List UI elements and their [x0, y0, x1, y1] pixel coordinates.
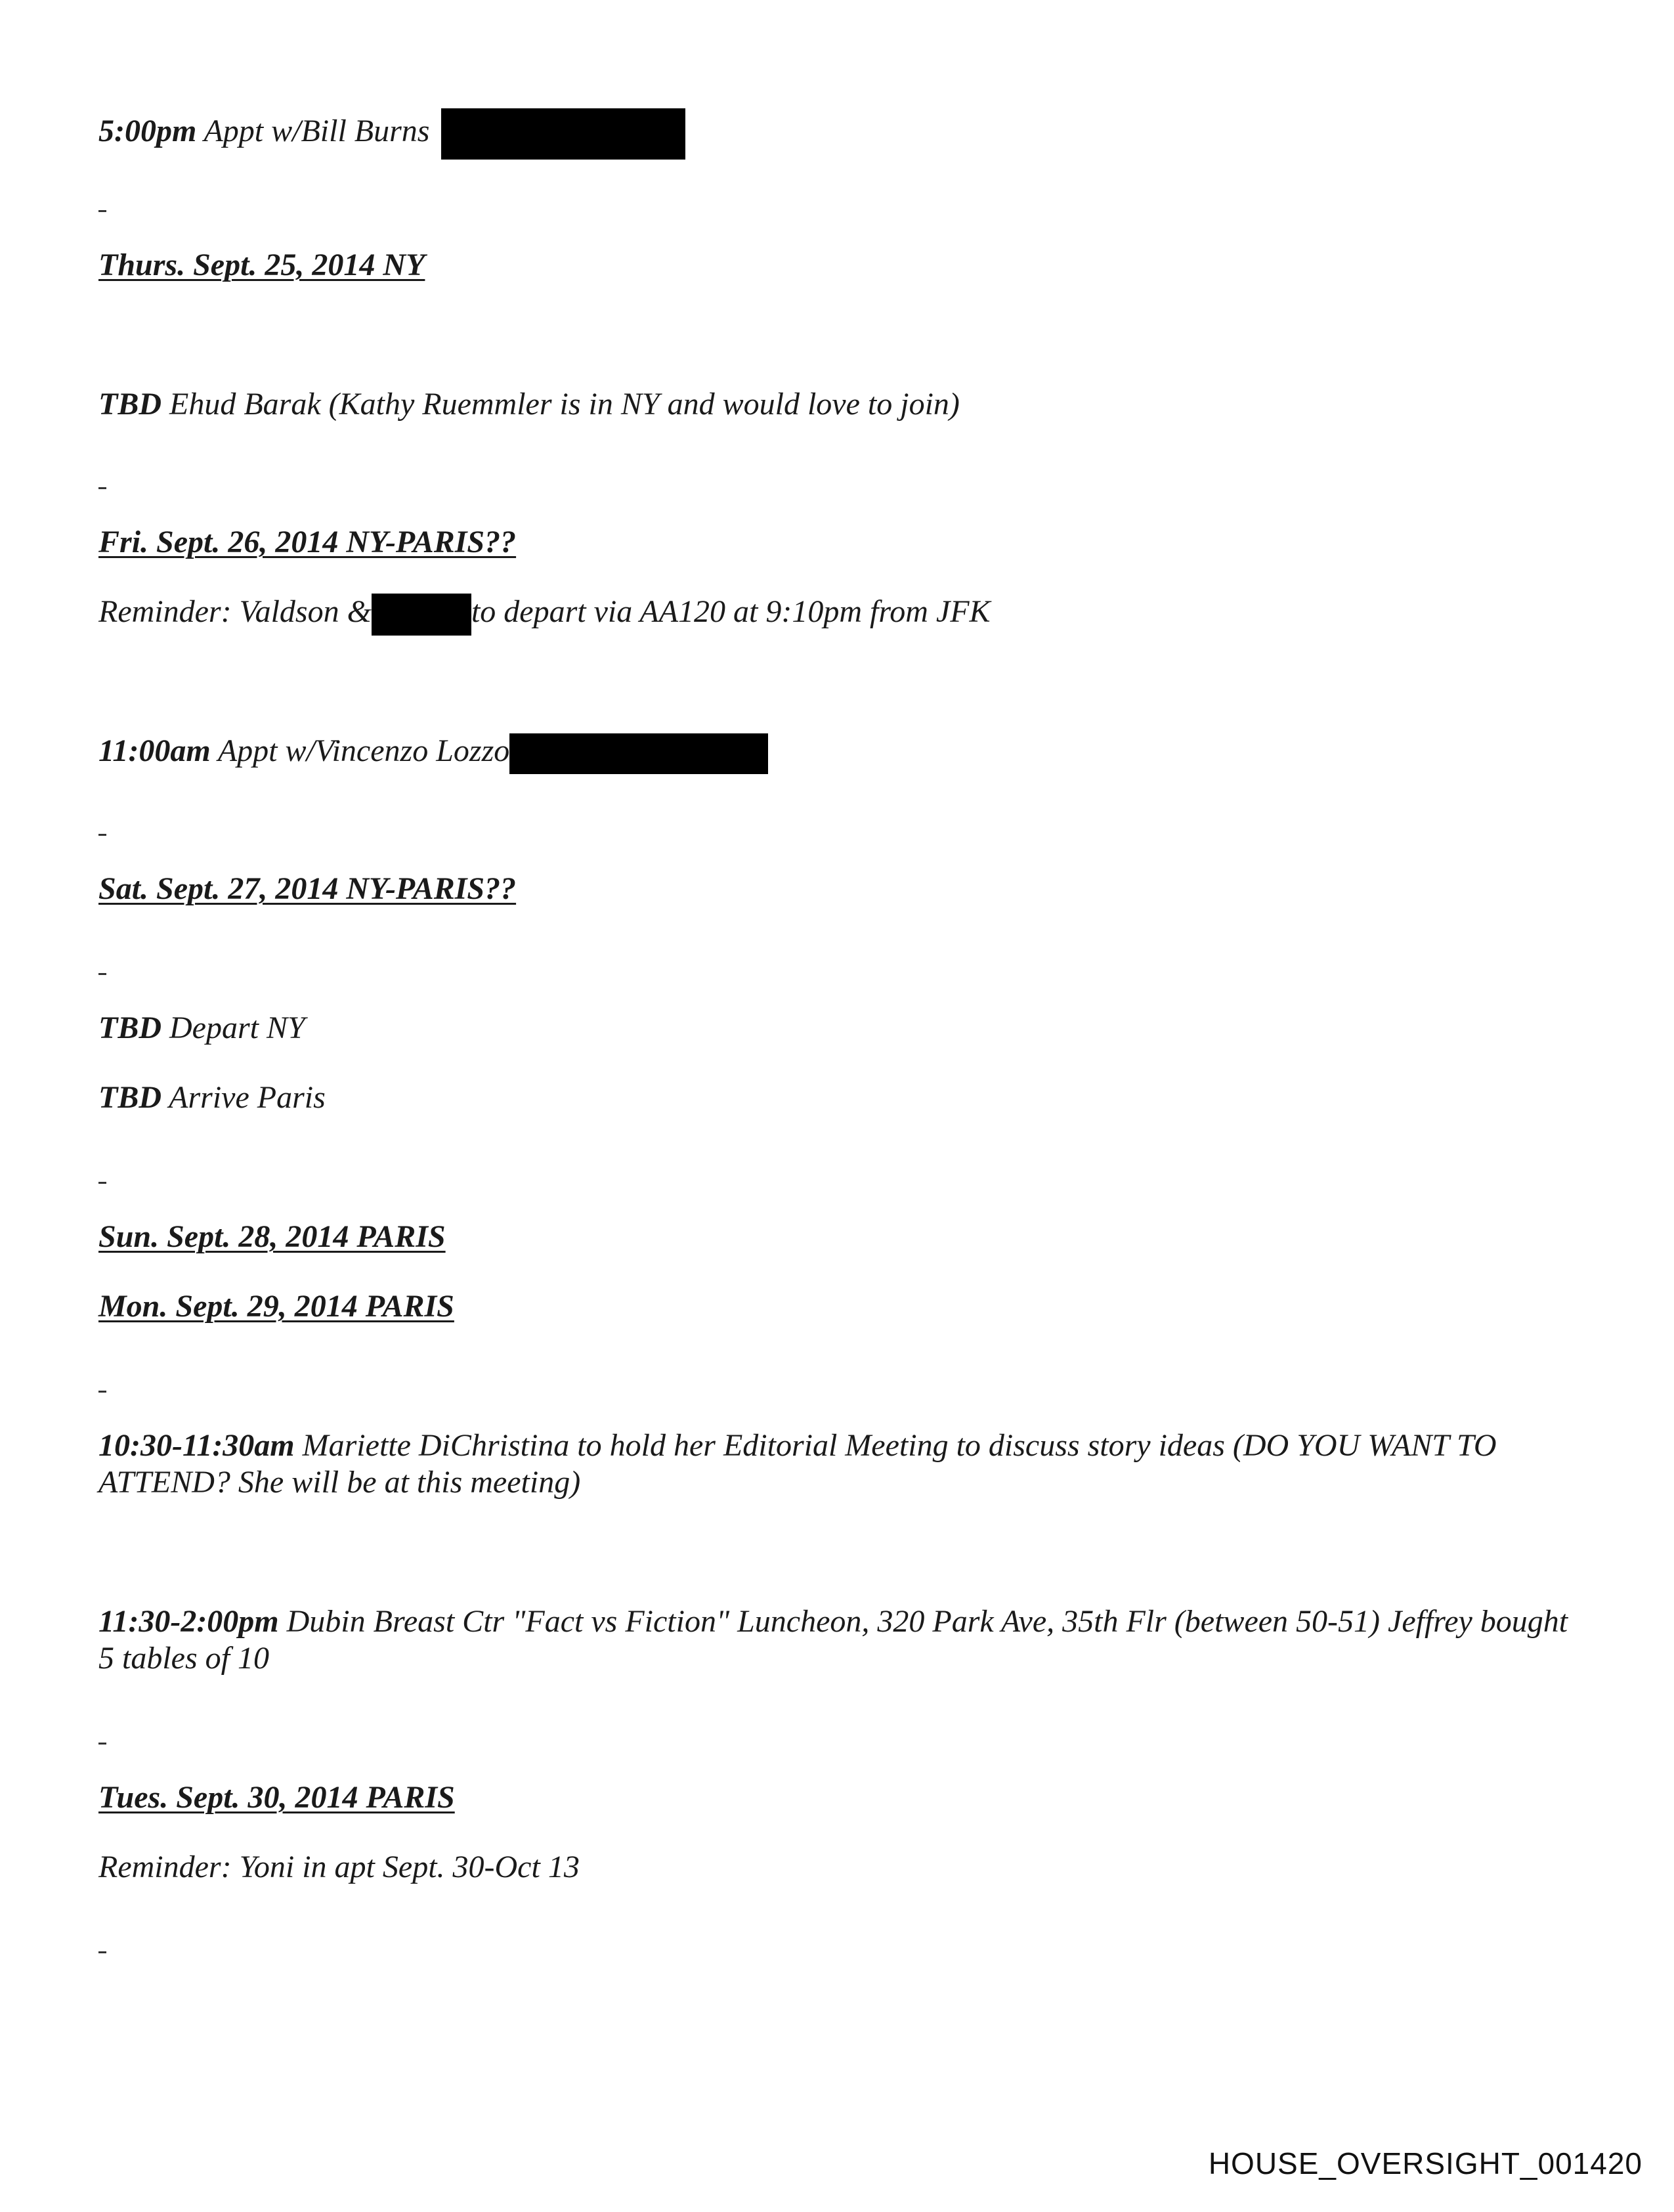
date-header-sept-25: Thurs. Sept. 25, 2014 NY — [98, 248, 425, 282]
separator-dash — [98, 487, 106, 489]
date-header-sept-30: Tues. Sept. 30, 2014 PARIS — [98, 1780, 455, 1815]
entry-arrive-paris — [98, 1079, 326, 1116]
separator-dash — [98, 210, 106, 212]
entry-ehud-barak — [98, 386, 960, 423]
date-header-sept-29: Mon. Sept. 29, 2014 PARIS — [98, 1289, 454, 1324]
redaction-block — [441, 108, 685, 160]
bates-number: HOUSE_OVERSIGHT_001420 — [1208, 2146, 1642, 2180]
separator-dash — [98, 973, 106, 975]
entry-dubin-luncheon — [98, 1603, 1569, 1677]
entry-time: TBD — [98, 387, 161, 422]
entry-text: Ehud Barak (Kathy Ruemmler is in NY and would love to join) — [169, 387, 960, 422]
separator-dash — [98, 1391, 106, 1393]
separator-dash — [98, 1182, 106, 1184]
reminder-text-before: Reminder: Valdson & — [98, 594, 372, 630]
entry-depart-ny — [98, 1010, 305, 1047]
separator-dash — [98, 1951, 106, 1953]
redaction-block — [372, 594, 471, 636]
entry-time: TBD — [98, 1010, 161, 1045]
entry-time: 11:30-2:00pm — [98, 1604, 279, 1639]
reminder-text-after: to depart via AA120 at 9:10pm from JFK — [471, 594, 991, 630]
entry-text: Appt w/Vincenzo Lozzo — [217, 733, 510, 768]
date-header-sept-28: Sun. Sept. 28, 2014 PARIS — [98, 1219, 446, 1254]
entry-text: Mariette DiChristina to hold her Editorial Meeting to discuss story ideas (DO YOU WANT TO ATTEND? She will be at this meeting) — [98, 1428, 1497, 1500]
reminder-yoni: Reminder: Yoni in apt Sept. 30-Oct 13 — [98, 1850, 580, 1884]
date-header-sept-27: Sat. Sept. 27, 2014 NY-PARIS?? — [98, 871, 517, 906]
entry-time: 5:00pm — [98, 114, 197, 149]
date-header-sept-26: Fri. Sept. 26, 2014 NY-PARIS?? — [98, 525, 517, 559]
entry-time: 10:30-11:30am — [98, 1428, 295, 1463]
entry-text: Depart NY — [169, 1010, 305, 1045]
entry-vincenzo-lozzo — [98, 733, 768, 774]
separator-dash — [98, 834, 106, 836]
entry-time: TBD — [98, 1080, 161, 1115]
entry-bill-burns — [98, 108, 685, 160]
redaction-block — [509, 733, 768, 774]
entry-text: Dubin Breast Ctr "Fact vs Fiction" Luncheon, 320 Park Ave, 35th Flr (between 50-51) Jeffrey bought 5 tables of 10 — [98, 1604, 1568, 1676]
entry-text: Arrive Paris — [169, 1080, 326, 1115]
reminder-valdson — [98, 594, 991, 636]
separator-dash — [98, 1743, 106, 1745]
entry-editorial-meeting — [98, 1427, 1569, 1501]
entry-time: 11:00am — [98, 733, 211, 768]
entry-text: Appt w/Bill Burns — [204, 114, 430, 149]
